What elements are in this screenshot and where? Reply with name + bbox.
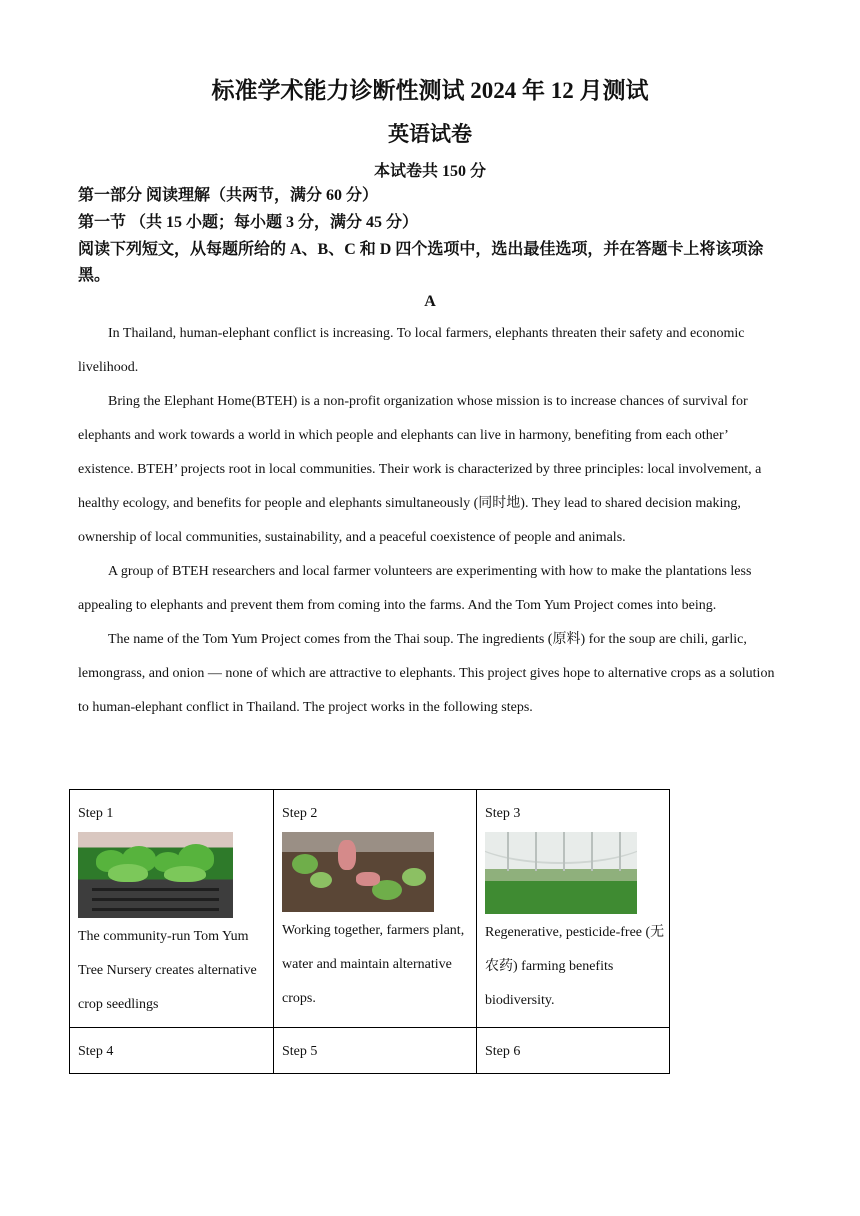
step-caption: The community-run Tom Yum Tree Nursery creates alternative crop seedlings xyxy=(78,929,257,1012)
step-cell xyxy=(477,790,670,1028)
step-caption: Regenerative, pesticide-free (无农药) farming benefits biodiversity. xyxy=(485,925,665,1008)
total-score: 本试卷共 150 分 xyxy=(373,163,486,180)
paragraph: Bring the Elephant Home(BTEH) is a non-profit organization whose mission is to increase chances of survival for elephants and work towards a world in which people and elephants can live in harmony, benefiting from each other’ existence. BTEH’ projects root in local communities. Their work is characterized by three principles: local involvement, a healthy ecology, and benefits for people and elephants simultaneously (同时地). They lead to shared decision making, ownership of local communities, sustainability, and a peaceful coexistence of people and animals. xyxy=(78,394,762,545)
table-row xyxy=(70,790,670,1028)
planting-hands-photo xyxy=(282,832,434,912)
section-heading: 第一节 （共 15 小题；每小题 3 分，满分 45 分） xyxy=(78,214,419,231)
passage-body xyxy=(78,317,783,725)
step-label: Step 2 xyxy=(282,806,318,821)
step-caption: Working together, farmers plant, water and maintain alternative crops. xyxy=(282,923,465,1006)
passage-label: A xyxy=(424,293,436,310)
step-label: Step 3 xyxy=(485,806,521,821)
directions: 阅读下列短文，从每题所给的 A、B、C 和 D 四个选项中，选出最佳选项，并在答题卡上将该项涂黑。 xyxy=(78,241,764,284)
step-cell xyxy=(70,1028,274,1074)
paragraph: In Thailand, human-elephant conflict is increasing. To local farmers, elephants threaten their safety and economic livelihood. xyxy=(78,326,745,375)
table-row xyxy=(70,1028,670,1074)
step-label: Step 6 xyxy=(485,1044,521,1059)
seedlings-crate-photo xyxy=(78,832,233,918)
step-label: Step 5 xyxy=(282,1044,318,1059)
step-label: Step 4 xyxy=(78,1044,114,1059)
greenhouse-photo xyxy=(485,832,637,914)
step-cell xyxy=(477,1028,670,1074)
part-heading: 第一部分 阅读理解（共两节，满分 60 分） xyxy=(78,187,379,204)
steps-table xyxy=(69,789,670,1074)
paragraph: The name of the Tom Yum Project comes from the Thai soup. The ingredients (原料) for the soup are chili, garlic, lemongrass, and onion — none of which are attractive to elephants. This project gives hope to alternative crops as a solution to human-elephant conflict in Thailand. The project works in the following steps. xyxy=(78,632,775,715)
exam-subtitle: 英语试卷 xyxy=(388,122,472,146)
step-cell xyxy=(274,790,477,1028)
step-cell xyxy=(70,790,274,1028)
paragraph: A group of BTEH researchers and local farmer volunteers are experimenting with how to make the plantations less appealing to elephants and prevent them from coming into the farms. And the Tom Yum Project comes into being. xyxy=(78,564,752,613)
exam-title: 标准学术能力诊断性测试 2024 年 12 月测试 xyxy=(211,78,649,103)
step-cell xyxy=(274,1028,477,1074)
step-label: Step 1 xyxy=(78,806,114,821)
